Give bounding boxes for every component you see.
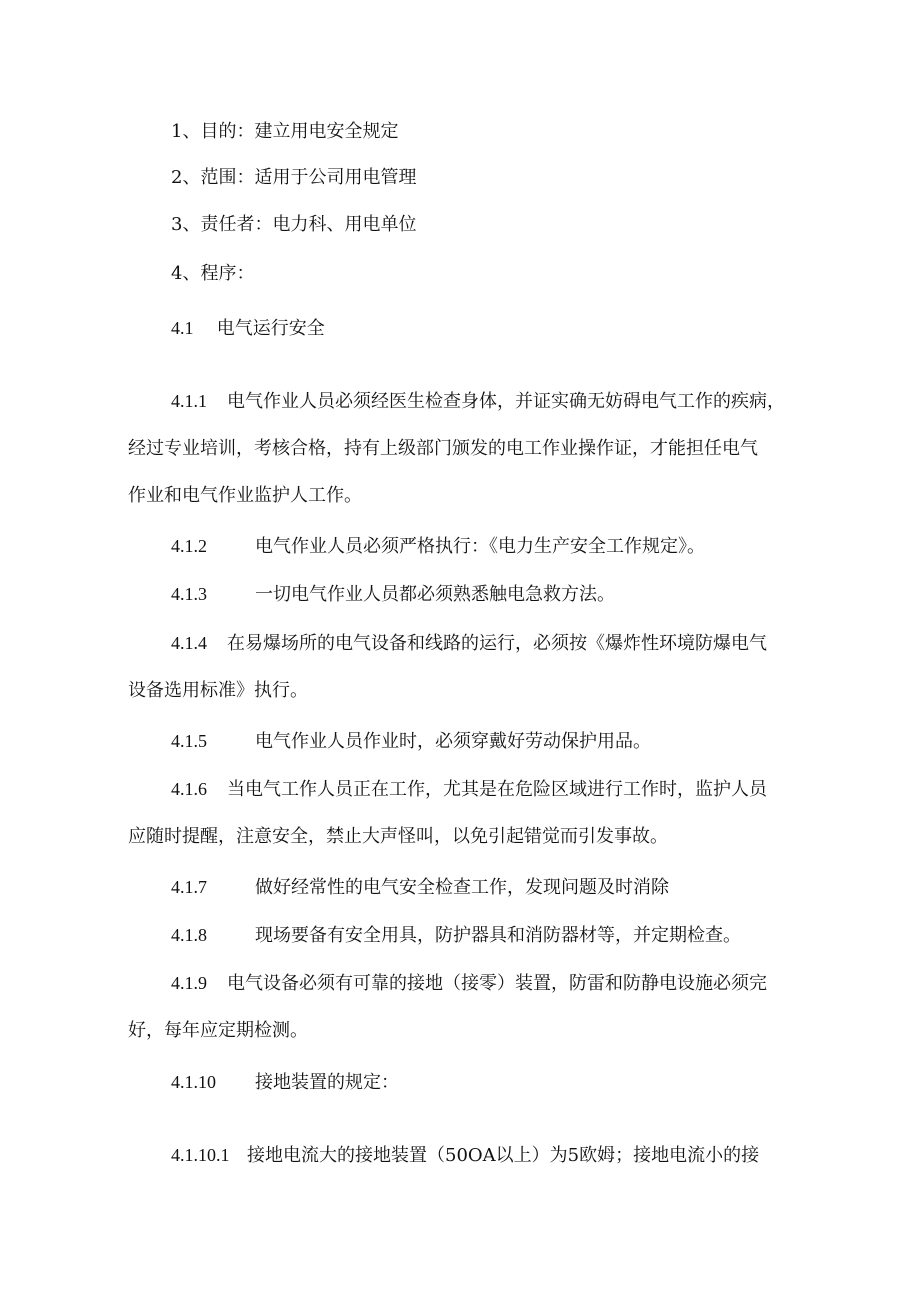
clause-4-1-9-line1 [0,971,920,996]
clause-number: 4.1.10.1 [171,1145,230,1165]
clause-text: 应随时提醒，注意安全，禁止大声怪叫，以免引起错觉而引发事故。 [128,826,668,847]
clause-text: 电气设备必须有可靠的接地（接零）装置，防雷和防静电设施必须完 [227,973,767,994]
section-number: 4.1 [171,318,194,338]
clause-4-1-1-line1 [0,389,920,414]
clause-number: 4.1.2 [171,536,207,556]
clause-4-1-5 [0,729,920,754]
item-responsible [0,213,920,237]
clause-number: 4.1.8 [171,925,207,945]
clause-4-1-1-line2 [0,437,920,461]
clause-text: 一切电气作业人员都必须熟悉触电急救方法。 [255,584,615,605]
item-procedure-text: 4、程序： [171,263,255,284]
clause-text: 电气作业人员作业时，必须穿戴好劳动保护用品。 [255,731,651,752]
clause-text: 电气作业人员必须严格执行：《电力生产安全工作规定》。 [255,536,705,557]
item-procedure [0,262,920,286]
clause-4-1-10 [0,1070,920,1095]
clause-number: 4.1.1 [171,391,207,411]
clause-number: 4.1.6 [171,779,207,799]
clause-4-1-4-line1 [0,631,920,656]
clause-4-1-10-1-line1 [0,1143,920,1168]
clause-4-1-6-line1 [0,777,920,802]
clause-text: 作业和电气作业监护人工作。 [128,485,362,506]
clause-number: 4.1.10 [171,1072,216,1092]
clause-4-1-4-line2 [0,679,920,703]
clause-number: 4.1.9 [171,973,207,993]
item-purpose-text: 1、目的：建立用电安全规定 [171,121,399,142]
clause-number: 4.1.4 [171,633,207,653]
clause-number: 4.1.5 [171,731,207,751]
clause-text: 接地装置的规定： [255,1072,399,1093]
clause-4-1-6-line2 [0,825,920,849]
clause-text: 做好经常性的电气安全检查工作，发现问题及时消除 [255,877,669,898]
clause-text: 接地电流大的接地装置（50OA以上）为5欧姆；接地电流小的接 [247,1145,760,1166]
item-responsible-text: 3、责任者：电力科、用电单位 [171,214,417,235]
clause-text: 在易爆场所的电气设备和线路的运行，必须按《爆炸性环境防爆电气 [227,633,767,654]
item-scope-text: 2、范围：适用于公司用电管理 [171,167,417,188]
clause-4-1-2 [0,534,920,559]
clause-text: 经过专业培训，考核合格，持有上级部门颁发的电工作业操作证，才能担任电气 [128,438,758,459]
clause-4-1-7 [0,875,920,900]
clause-4-1-8 [0,923,920,948]
clause-4-1-1-line3 [0,484,920,508]
section-4-1-heading [0,316,920,341]
clause-text: 电气作业人员必须经医生检查身体，并证实确无妨碍电气工作的疾病， [227,391,785,412]
clause-text: 设备选用标准》执行。 [128,680,308,701]
clause-text: 当电气工作人员正在工作，尤其是在危险区域进行工作时，监护人员 [227,779,767,800]
clause-4-1-9-line2 [0,1019,920,1043]
clause-text: 现场要备有安全用具，防护器具和消防器材等，并定期检查。 [255,925,741,946]
clause-text: 好，每年应定期检测。 [128,1020,308,1041]
clause-number: 4.1.3 [171,584,207,604]
item-scope [0,166,920,190]
clause-number: 4.1.7 [171,877,207,897]
clause-4-1-3 [0,582,920,607]
section-title: 电气运行安全 [216,318,325,339]
item-purpose [0,120,920,144]
